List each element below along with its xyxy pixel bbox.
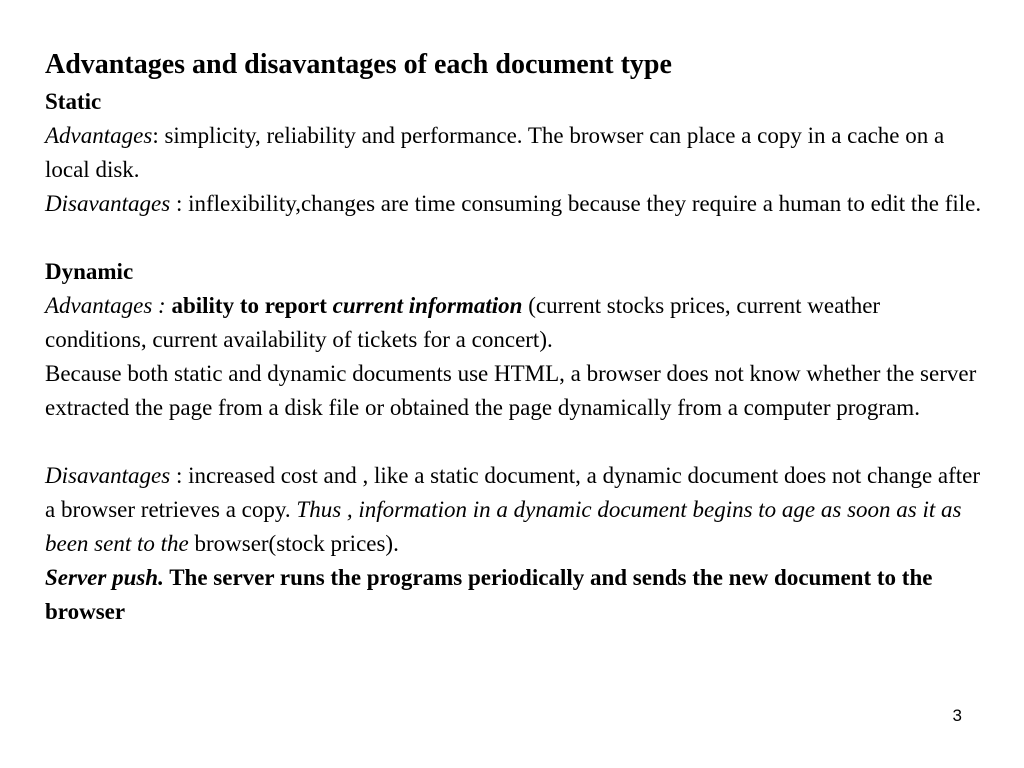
- dynamic-advantages-text: (current stocks prices, current weather conditions, current availability of tickets for a concert).: [45, 293, 881, 352]
- static-disadvantages-paragraph: [45, 187, 985, 221]
- dynamic-heading: Dynamic: [45, 259, 134, 284]
- dynamic-advantages-bold: ability to report: [171, 293, 333, 318]
- dynamic-advantages-paragraph: [45, 289, 985, 357]
- dynamic-disadvantages-italic: Thus , information in a dynamic document begins to age as soon as it as been sent to the: [45, 497, 962, 556]
- slide-content: [45, 45, 985, 629]
- slide-title: Advantages and disavantages of each document type: [45, 49, 672, 80]
- dynamic-note-paragraph: Because both static and dynamic documents use HTML, a browser does not know whether the server extracted the page from a disk file or obtained the page dynamically from a computer program.: [45, 361, 977, 420]
- static-heading: Static: [45, 89, 102, 114]
- server-push-paragraph: [45, 561, 985, 629]
- static-advantages-text: : simplicity, reliability and performance. The browser can place a copy in a cache on a local disk.: [45, 123, 945, 182]
- dynamic-disadvantages-tail: browser(stock prices).: [188, 531, 399, 556]
- dynamic-advantages-label: Advantages :: [45, 293, 172, 318]
- page-number: 3: [952, 706, 962, 725]
- static-advantages-paragraph: [45, 119, 985, 187]
- dynamic-disadvantages-paragraph: [45, 459, 985, 561]
- dynamic-disadvantages-text: : increased cost and , like a static document, a dynamic document does not change after a browser retrieves a copy.: [45, 463, 981, 522]
- server-push-text: The server runs the programs periodically and sends the new document to the browser: [45, 565, 933, 624]
- static-advantages-label: Advantages: [45, 123, 153, 148]
- static-disadvantages-text: : inflexibility,changes are time consuming because they require a human to edit the file.: [170, 191, 982, 216]
- spacer: [45, 425, 985, 459]
- server-push-label: Server push.: [45, 565, 164, 590]
- dynamic-disadvantages-label: Disavantages: [45, 463, 171, 488]
- dynamic-advantages-emphasis: current information: [332, 293, 523, 318]
- spacer: [45, 221, 985, 255]
- static-disadvantages-label: Disavantages: [45, 191, 171, 216]
